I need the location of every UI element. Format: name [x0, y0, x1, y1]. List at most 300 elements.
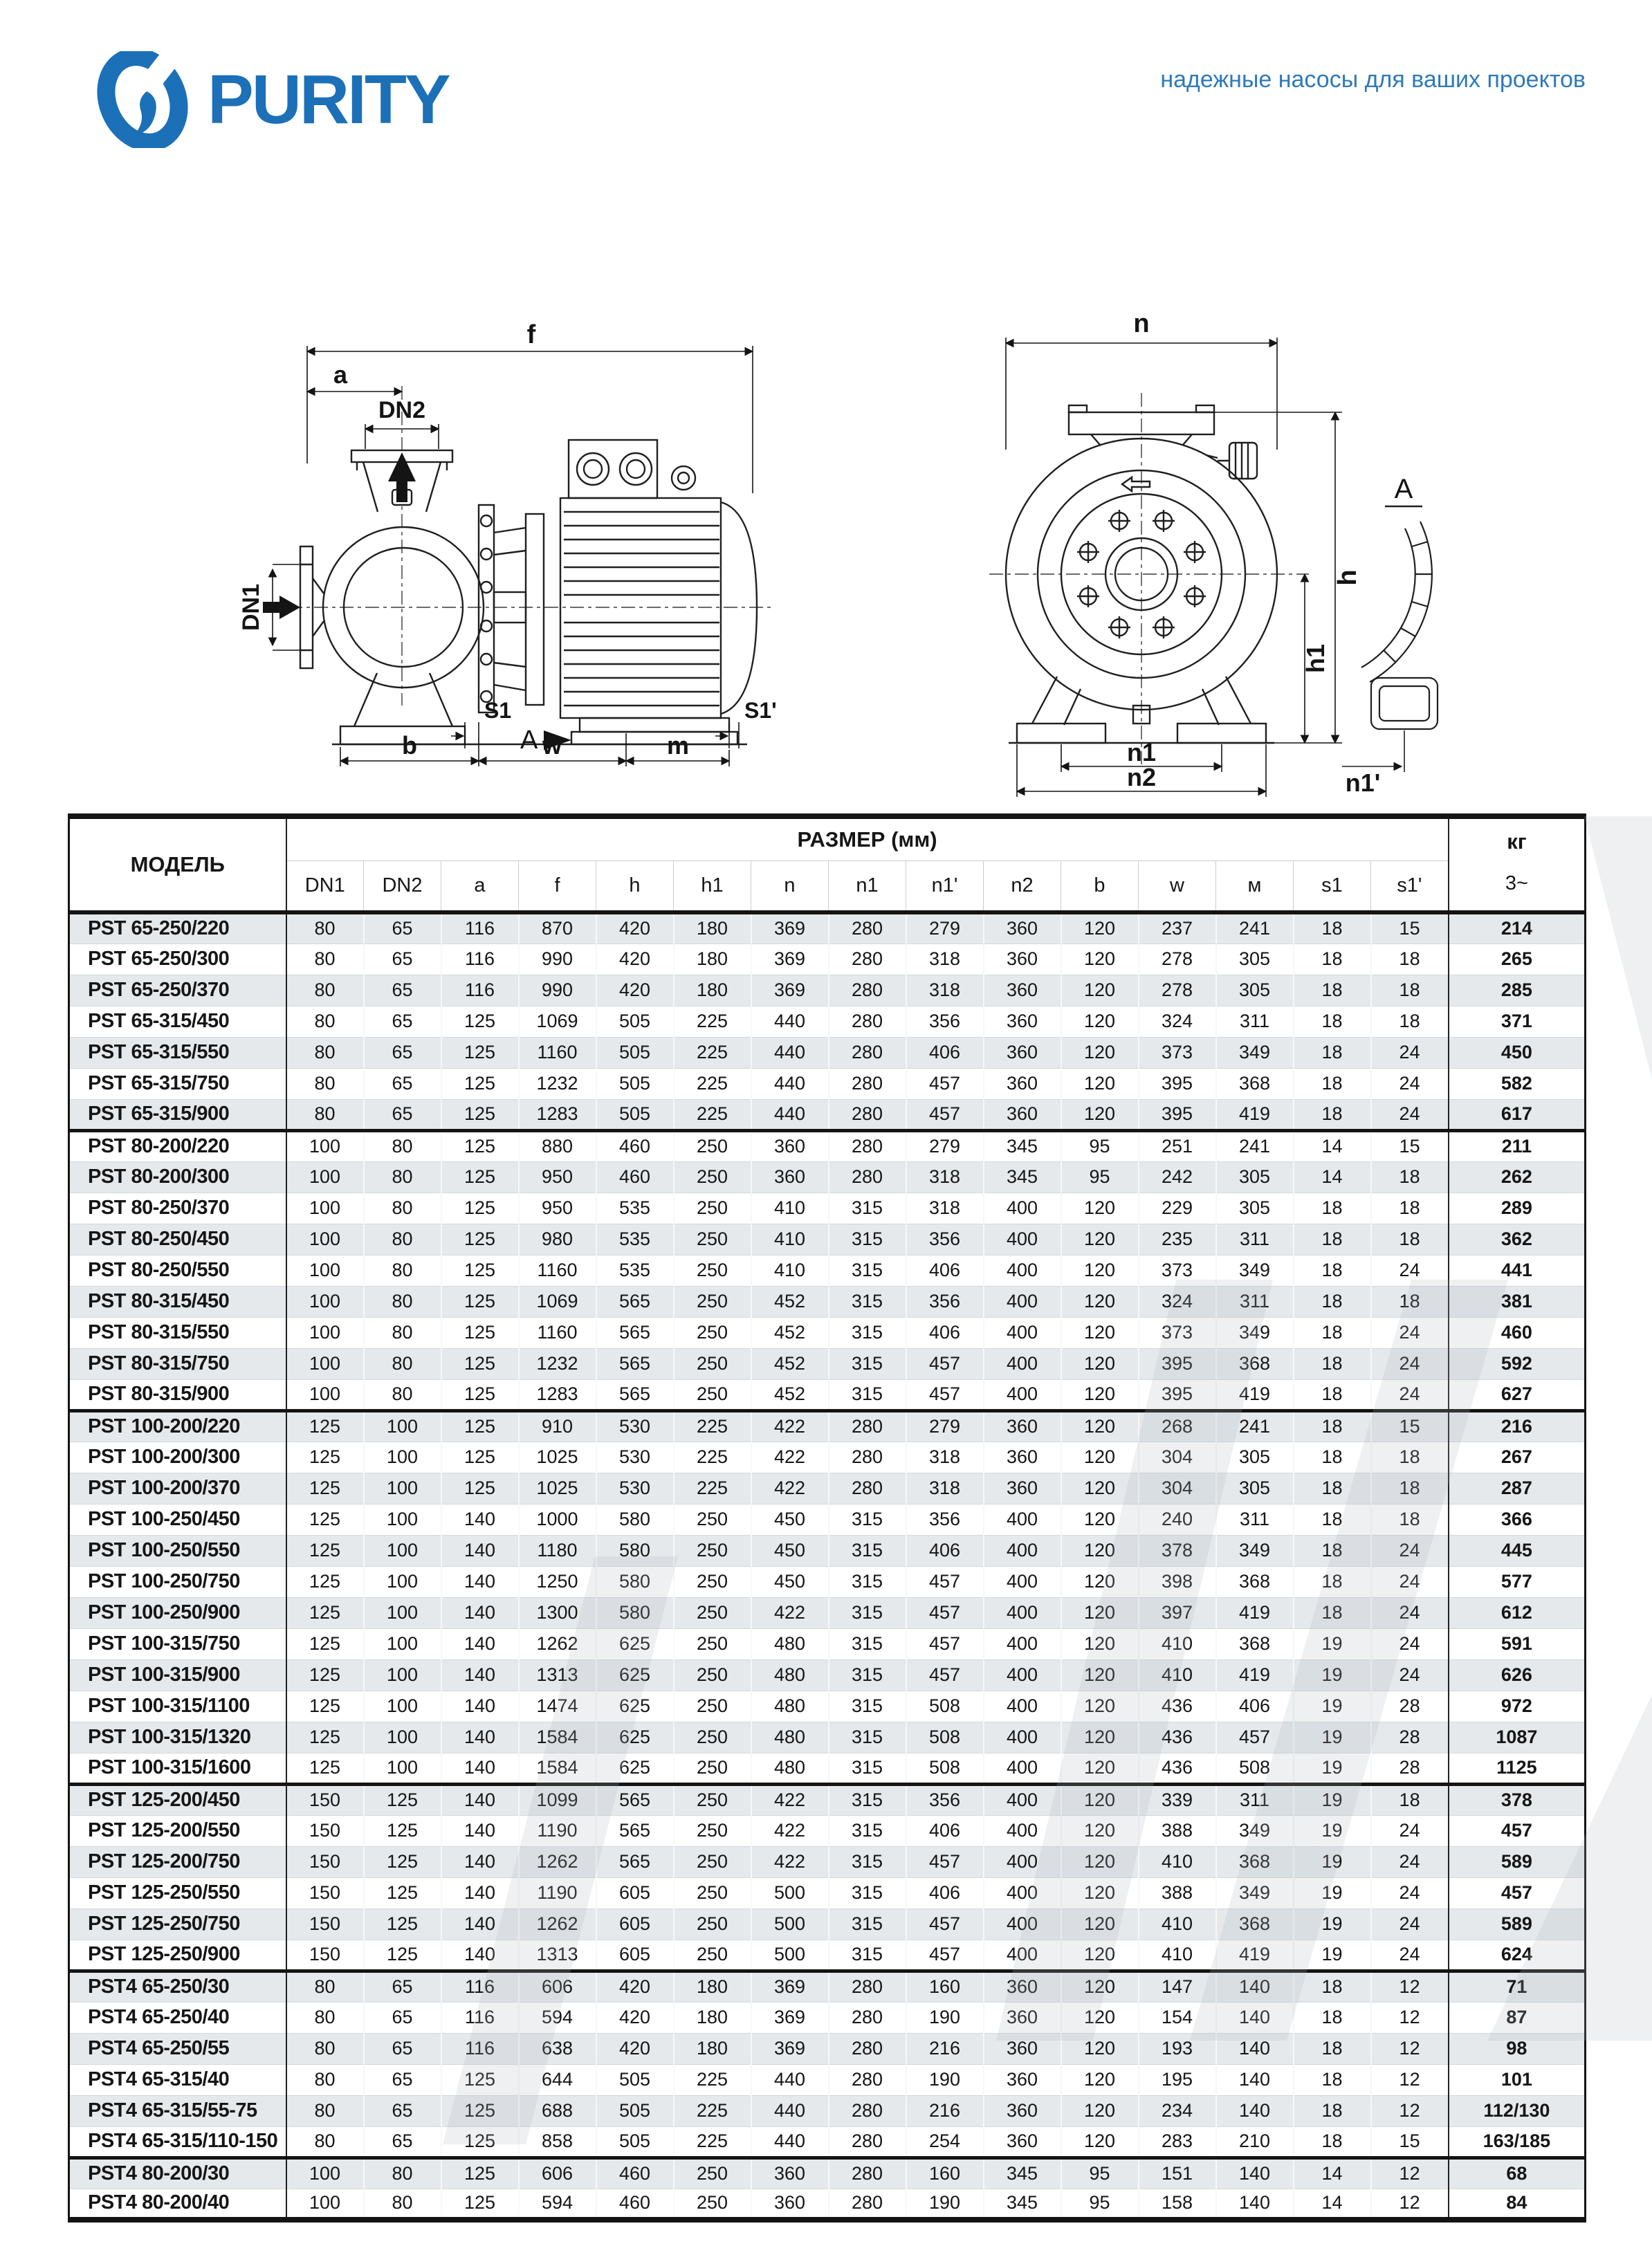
- dim-cell: 305: [1216, 975, 1294, 1006]
- dim-cell: 19: [1294, 1628, 1371, 1659]
- dim-cell: 140: [1216, 2189, 1294, 2220]
- dim-cell: 225: [674, 1037, 751, 1068]
- dim-cell: 1283: [519, 1099, 596, 1130]
- dim-cell: 368: [1216, 1846, 1294, 1877]
- col-header-DN1: DN1: [304, 874, 345, 896]
- dim-cell: 422: [751, 1473, 829, 1504]
- dim-cell: 24: [1371, 1348, 1449, 1379]
- dim-cell: 349: [1216, 1317, 1294, 1348]
- dim-cell: 360: [751, 1130, 829, 1161]
- dim-cell: 400: [984, 1659, 1061, 1691]
- dim-cell: 100: [286, 1255, 364, 1286]
- dim-cell: 140: [441, 1753, 519, 1784]
- dim-cell: 18: [1294, 2033, 1371, 2064]
- dim-cell: 280: [829, 944, 906, 975]
- kg-cell: 98: [1449, 2033, 1586, 2064]
- dim-cell: 140: [1216, 1971, 1294, 2002]
- dim-cell: 369: [751, 944, 829, 975]
- col-header-DN2: DN2: [364, 860, 441, 912]
- dim-cell: 1313: [519, 1659, 596, 1691]
- dim-cell: 1160: [519, 1317, 596, 1348]
- dim-cell: 150: [286, 1784, 364, 1815]
- dim-label-n: n: [1133, 309, 1150, 338]
- kg-cell: 589: [1449, 1846, 1586, 1877]
- dim-cell: 140: [441, 1691, 519, 1722]
- dim-cell: 304: [1139, 1473, 1216, 1504]
- model-cell: PST 80-200/220: [69, 1130, 286, 1161]
- kg-cell: 87: [1449, 2002, 1586, 2033]
- model-cell: PST4 65-250/30: [69, 1971, 286, 2002]
- dim-cell: 535: [596, 1224, 674, 1255]
- dim-cell: 400: [984, 1722, 1061, 1753]
- dim-cell: 315: [829, 1597, 906, 1628]
- dim-cell: 280: [829, 975, 906, 1006]
- dim-cell: 400: [984, 1286, 1061, 1317]
- dim-cell: 410: [1139, 1659, 1216, 1691]
- table-row: [69, 1815, 1586, 1846]
- dim-cell: 419: [1216, 1940, 1294, 1971]
- kg-cell: 285: [1449, 975, 1586, 1006]
- dim-cell: 480: [751, 1722, 829, 1753]
- dim-cell: 406: [906, 1877, 984, 1908]
- model-cell: PST 125-200/750: [69, 1846, 286, 1877]
- dim-cell: 18: [1294, 1348, 1371, 1379]
- dim-cell: 12: [1371, 1971, 1449, 2002]
- dim-cell: 505: [596, 1037, 674, 1068]
- dim-cell: 360: [984, 1410, 1061, 1442]
- dim-cell: 410: [1139, 1628, 1216, 1659]
- model-cell: PST 65-315/450: [69, 1006, 286, 1037]
- dim-cell: 254: [906, 2126, 984, 2157]
- dim-cell: 305: [1216, 944, 1294, 975]
- dim-cell: 360: [984, 2064, 1061, 2095]
- dim-cell: 400: [984, 1753, 1061, 1784]
- table-row: [69, 2033, 1586, 2064]
- dim-cell: 120: [1061, 912, 1139, 944]
- dim-cell: 125: [364, 1846, 441, 1877]
- dim-cell: 80: [286, 2126, 364, 2157]
- dim-cell: 125: [364, 1877, 441, 1908]
- dim-cell: 250: [674, 1130, 751, 1161]
- dim-cell: 12: [1371, 2033, 1449, 2064]
- dim-cell: 565: [596, 1815, 674, 1846]
- dim-cell: 250: [674, 1535, 751, 1566]
- dim-cell: 398: [1139, 1566, 1216, 1597]
- dim-cell: 80: [364, 1130, 441, 1161]
- kg-cell: 211: [1449, 1130, 1586, 1161]
- dim-cell: 158: [1139, 2189, 1216, 2220]
- dim-cell: 125: [441, 1286, 519, 1317]
- model-cell: PST 65-250/300: [69, 944, 286, 975]
- dim-cell: 315: [829, 1722, 906, 1753]
- dim-cell: 406: [906, 1535, 984, 1566]
- dim-cell: 120: [1061, 975, 1139, 1006]
- dim-cell: 100: [364, 1597, 441, 1628]
- dim-cell: 280: [829, 2157, 906, 2189]
- dim-cell: 125: [441, 1099, 519, 1130]
- col-header-s1: s1: [1294, 860, 1371, 912]
- dim-cell: 125: [441, 2126, 519, 2157]
- dim-cell: 140: [441, 1940, 519, 1971]
- dim-cell: 80: [364, 2189, 441, 2220]
- dim-cell: 100: [286, 1379, 364, 1410]
- dim-cell: 1025: [519, 1442, 596, 1473]
- dim-cell: 436: [1139, 1722, 1216, 1753]
- dim-cell: 18: [1294, 1597, 1371, 1628]
- dim-cell: 15: [1371, 1130, 1449, 1161]
- dim-cell: 369: [751, 2002, 829, 2033]
- model-cell: PST 80-200/300: [69, 1161, 286, 1193]
- dim-cell: 225: [674, 1099, 751, 1130]
- dim-cell: 305: [1216, 1193, 1294, 1224]
- dim-cell: 242: [1139, 1161, 1216, 1193]
- dimensions-table: [68, 813, 1586, 2222]
- dim-cell: 125: [286, 1753, 364, 1784]
- dim-cell: 406: [906, 1037, 984, 1068]
- dim-cell: 360: [751, 2189, 829, 2220]
- kg-cell: 589: [1449, 1908, 1586, 1940]
- dim-cell: 95: [1061, 1130, 1139, 1161]
- dim-cell: 422: [751, 1597, 829, 1628]
- dim-cell: 457: [906, 1628, 984, 1659]
- dim-cell: 422: [751, 1815, 829, 1846]
- dim-cell: 125: [441, 2095, 519, 2126]
- model-cell: PST 80-315/550: [69, 1317, 286, 1348]
- dim-cell: 508: [906, 1753, 984, 1784]
- kg-cell: 163/185: [1449, 2126, 1586, 2157]
- dim-cell: 250: [674, 2189, 751, 2220]
- kg-sub-label: 3~: [1505, 872, 1528, 894]
- dim-cell: 125: [286, 1722, 364, 1753]
- dim-cell: 594: [519, 2002, 596, 2033]
- dim-cell: 315: [829, 1659, 906, 1691]
- dim-cell: 19: [1294, 1691, 1371, 1722]
- dim-cell: 80: [286, 1037, 364, 1068]
- kg-cell: 457: [1449, 1815, 1586, 1846]
- dim-cell: 410: [751, 1224, 829, 1255]
- dim-cell: 180: [674, 912, 751, 944]
- dim-cell: 356: [906, 1224, 984, 1255]
- dim-cell: 397: [1139, 1597, 1216, 1628]
- table-row: [69, 2002, 1586, 2033]
- dim-cell: 1262: [519, 1846, 596, 1877]
- dim-cell: 315: [829, 1504, 906, 1535]
- dim-cell: 120: [1061, 1566, 1139, 1597]
- table-row: [69, 1068, 1586, 1099]
- dim-cell: 250: [674, 1224, 751, 1255]
- col-header-h1: h1: [674, 860, 751, 912]
- dim-cell: 18: [1371, 1286, 1449, 1317]
- dim-cell: 460: [596, 1130, 674, 1161]
- dim-cell: 406: [906, 1317, 984, 1348]
- dim-label-n2: n2: [1126, 763, 1157, 791]
- dim-cell: 400: [984, 1877, 1061, 1908]
- dim-cell: 140: [441, 1815, 519, 1846]
- dim-cell: 530: [596, 1442, 674, 1473]
- dim-cell: 125: [364, 1940, 441, 1971]
- dim-cell: 15: [1371, 1410, 1449, 1442]
- dim-cell: 80: [364, 1348, 441, 1379]
- dim-cell: 18: [1371, 1473, 1449, 1504]
- col-header-f: f: [519, 860, 596, 912]
- dim-cell: 18: [1294, 1193, 1371, 1224]
- dim-cell: 400: [984, 1846, 1061, 1877]
- dim-cell: 140: [441, 1877, 519, 1908]
- dim-cell: 280: [829, 1442, 906, 1473]
- model-cell: PST 125-250/550: [69, 1877, 286, 1908]
- dim-cell: 625: [596, 1659, 674, 1691]
- dim-cell: 360: [984, 1971, 1061, 2002]
- dim-cell: 400: [984, 1784, 1061, 1815]
- dim-cell: 160: [906, 1971, 984, 2002]
- dim-cell: 65: [364, 1006, 441, 1037]
- kg-cell: 445: [1449, 1535, 1586, 1566]
- model-cell: PST 80-315/750: [69, 1348, 286, 1379]
- dim-cell: 250: [674, 1566, 751, 1597]
- model-cell: PST 100-250/550: [69, 1535, 286, 1566]
- dim-cell: 280: [829, 1099, 906, 1130]
- kg-cell: 216: [1449, 1410, 1586, 1442]
- dim-cell: 65: [364, 2064, 441, 2095]
- dim-cell: 241: [1216, 912, 1294, 944]
- model-cell: PST 125-200/550: [69, 1815, 286, 1846]
- col-header-n1: n1: [829, 860, 906, 912]
- dim-cell: 100: [364, 1535, 441, 1566]
- kg-cell: 112/130: [1449, 2095, 1586, 2126]
- dim-cell: 120: [1061, 1317, 1139, 1348]
- dim-cell: 18: [1294, 1255, 1371, 1286]
- table-row: [69, 1753, 1586, 1784]
- table-row: [69, 1224, 1586, 1255]
- table-row: [69, 1348, 1586, 1379]
- dim-cell: 268: [1139, 1410, 1216, 1442]
- dim-cell: 120: [1061, 1877, 1139, 1908]
- dim-cell: 457: [906, 1846, 984, 1877]
- dim-cell: 1180: [519, 1535, 596, 1566]
- dim-cell: 508: [906, 1722, 984, 1753]
- dim-cell: 120: [1061, 1940, 1139, 1971]
- dim-cell: 80: [286, 1006, 364, 1037]
- dim-cell: 858: [519, 2126, 596, 2157]
- dim-cell: 530: [596, 1410, 674, 1442]
- dim-cell: 18: [1294, 1971, 1371, 2002]
- dim-cell: 225: [674, 1473, 751, 1504]
- dim-cell: 14: [1294, 2189, 1371, 2220]
- dim-cell: 1232: [519, 1348, 596, 1379]
- dim-cell: 460: [596, 2189, 674, 2220]
- dim-cell: 315: [829, 1628, 906, 1659]
- dim-cell: 345: [984, 2189, 1061, 2220]
- col-header-h: h: [596, 860, 674, 912]
- dim-cell: 140: [1216, 2002, 1294, 2033]
- table-row: [69, 1971, 1586, 2002]
- dim-cell: 1584: [519, 1722, 596, 1753]
- dim-cell: 80: [286, 2095, 364, 2126]
- dim-cell: 241: [1216, 1130, 1294, 1161]
- dim-cell: 1069: [519, 1286, 596, 1317]
- table-row: [69, 1317, 1586, 1348]
- dim-cell: 360: [751, 2157, 829, 2189]
- dim-cell: 120: [1061, 1722, 1139, 1753]
- dim-cell: 18: [1294, 1566, 1371, 1597]
- dim-cell: 1283: [519, 1379, 596, 1410]
- dim-cell: 80: [286, 1971, 364, 2002]
- dim-cell: 400: [984, 1628, 1061, 1659]
- table-row: [69, 1130, 1586, 1161]
- dim-cell: 18: [1294, 2126, 1371, 2157]
- dim-cell: 440: [751, 1099, 829, 1130]
- dim-cell: 24: [1371, 1659, 1449, 1691]
- dim-cell: 116: [441, 944, 519, 975]
- model-cell: PST 100-315/750: [69, 1628, 286, 1659]
- dim-cell: 120: [1061, 1753, 1139, 1784]
- dim-cell: 400: [984, 1317, 1061, 1348]
- dim-cell: 304: [1139, 1442, 1216, 1473]
- dim-cell: 280: [829, 1006, 906, 1037]
- dim-cell: 410: [751, 1255, 829, 1286]
- dim-cell: 406: [906, 1815, 984, 1846]
- dim-cell: 508: [1216, 1753, 1294, 1784]
- table-row: [69, 1535, 1586, 1566]
- dim-cell: 125: [441, 1130, 519, 1161]
- model-cell: PST 100-315/1600: [69, 1753, 286, 1784]
- kg-cell: 214: [1449, 912, 1586, 944]
- dim-cell: 400: [984, 1193, 1061, 1224]
- model-cell: PST 100-200/300: [69, 1442, 286, 1473]
- col-header-w: w: [1139, 860, 1216, 912]
- kg-header: [1449, 816, 1586, 912]
- purity-logo-icon: [87, 51, 203, 148]
- dim-cell: 120: [1061, 944, 1139, 975]
- dim-cell: 24: [1371, 1566, 1449, 1597]
- dim-cell: 457: [906, 1597, 984, 1628]
- dim-cell: 95: [1061, 2157, 1139, 2189]
- dim-cell: 565: [596, 1784, 674, 1815]
- dim-cell: 369: [751, 1971, 829, 2002]
- detail-a-view: [1342, 506, 1438, 772]
- dim-cell: 450: [751, 1535, 829, 1566]
- dim-cell: 24: [1371, 1037, 1449, 1068]
- dim-cell: 360: [984, 2033, 1061, 2064]
- dim-cell: 373: [1139, 1255, 1216, 1286]
- dim-cell: 250: [674, 1908, 751, 1940]
- dim-cell: 508: [906, 1691, 984, 1722]
- table-row: [69, 1691, 1586, 1722]
- dim-cell: 24: [1371, 1068, 1449, 1099]
- table-row: [69, 1161, 1586, 1193]
- dim-cell: 349: [1216, 1877, 1294, 1908]
- dim-cell: 460: [596, 1161, 674, 1193]
- model-cell: PST4 65-315/110-150: [69, 2126, 286, 2157]
- dim-cell: 349: [1216, 1535, 1294, 1566]
- dim-cell: 80: [286, 975, 364, 1006]
- dim-cell: 345: [984, 1130, 1061, 1161]
- dim-cell: 65: [364, 975, 441, 1006]
- dim-cell: 280: [829, 1130, 906, 1161]
- dim-cell: 100: [286, 1161, 364, 1193]
- dim-cell: 580: [596, 1535, 674, 1566]
- table-row: [69, 1255, 1586, 1286]
- dim-cell: 420: [596, 912, 674, 944]
- dim-cell: 12: [1371, 2189, 1449, 2220]
- dim-cell: 225: [674, 2095, 751, 2126]
- dim-cell: 125: [441, 1193, 519, 1224]
- dim-cell: 100: [286, 1348, 364, 1379]
- dim-cell: 120: [1061, 1099, 1139, 1130]
- dim-cell: 422: [751, 1846, 829, 1877]
- dim-cell: 410: [1139, 1908, 1216, 1940]
- dim-cell: 140: [441, 1504, 519, 1535]
- dim-cell: 565: [596, 1348, 674, 1379]
- dim-cell: 18: [1294, 1410, 1371, 1442]
- dim-cell: 19: [1294, 1940, 1371, 1971]
- dim-cell: 14: [1294, 1161, 1371, 1193]
- dim-cell: 80: [364, 1193, 441, 1224]
- dim-cell: 125: [286, 1691, 364, 1722]
- dim-cell: 250: [674, 1815, 751, 1846]
- dim-cell: 100: [286, 1286, 364, 1317]
- dim-cell: 388: [1139, 1877, 1216, 1908]
- dim-cell: 225: [674, 2126, 751, 2157]
- dim-cell: 125: [441, 1161, 519, 1193]
- dim-cell: 368: [1216, 1068, 1294, 1099]
- table-row: [69, 1566, 1586, 1597]
- centerlines: [263, 386, 771, 706]
- dim-cell: 315: [829, 1815, 906, 1846]
- dim-cell: 400: [984, 1224, 1061, 1255]
- table-row: [69, 1877, 1586, 1908]
- dim-cell: 505: [596, 2095, 674, 2126]
- dim-cell: 250: [674, 2157, 751, 2189]
- dim-cell: 440: [751, 2064, 829, 2095]
- table-row: [69, 975, 1586, 1006]
- dim-cell: 140: [441, 1908, 519, 1940]
- dim-cell: 80: [364, 1286, 441, 1317]
- dim-cell: 18: [1371, 1161, 1449, 1193]
- dim-cell: 250: [674, 1628, 751, 1659]
- dim-cell: 452: [751, 1379, 829, 1410]
- dim-cell: 280: [829, 2064, 906, 2095]
- dim-cell: 19: [1294, 1815, 1371, 1846]
- dim-cell: 250: [674, 1659, 751, 1691]
- dim-cell: 180: [674, 2033, 751, 2064]
- dim-cell: 150: [286, 1815, 364, 1846]
- dim-cell: 235: [1139, 1224, 1216, 1255]
- dim-cell: 125: [286, 1597, 364, 1628]
- dim-cell: 28: [1371, 1691, 1449, 1722]
- dim-cell: 180: [674, 2002, 751, 2033]
- dim-cell: 18: [1371, 975, 1449, 1006]
- dim-label-b: b: [402, 731, 417, 760]
- dim-cell: 388: [1139, 1815, 1216, 1846]
- dim-cell: 400: [984, 1908, 1061, 1940]
- dim-cell: 870: [519, 912, 596, 944]
- dim-cell: 18: [1294, 1379, 1371, 1410]
- dim-cell: 368: [1216, 1628, 1294, 1659]
- model-cell: PST 80-250/450: [69, 1224, 286, 1255]
- dim-cell: 457: [906, 1940, 984, 1971]
- dim-cell: 12: [1371, 2157, 1449, 2189]
- kg-cell: 267: [1449, 1442, 1586, 1473]
- dim-cell: 440: [751, 2126, 829, 2157]
- dim-cell: 120: [1061, 1473, 1139, 1504]
- size-header: РАЗМЕР (мм): [286, 816, 1449, 860]
- table-row: [69, 944, 1586, 975]
- dim-cell: 18: [1294, 2095, 1371, 2126]
- table-row: [69, 2189, 1586, 2220]
- dim-cell: 140: [441, 1722, 519, 1753]
- dim-cell: 400: [984, 1255, 1061, 1286]
